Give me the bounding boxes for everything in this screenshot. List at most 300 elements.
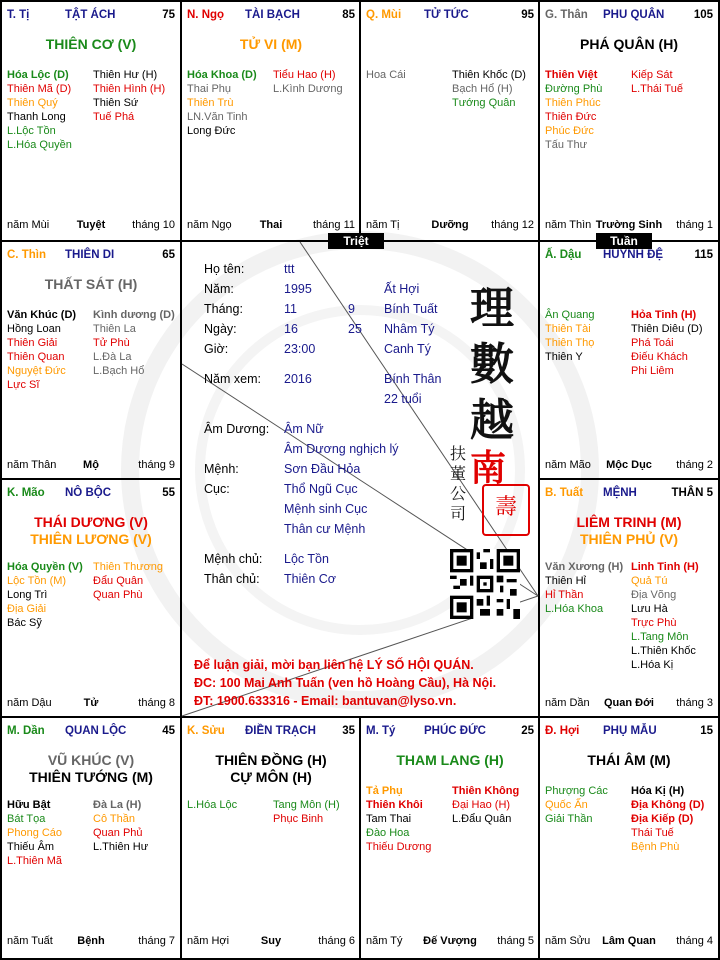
palace-year: năm Thìn: [545, 219, 592, 231]
amduong-note: Âm Dương nghịch lý: [284, 442, 399, 456]
thanchu-value: Thiên Cơ: [284, 572, 336, 586]
main-star: THIÊN ĐỒNG (H): [215, 752, 327, 768]
minor-star: Phong Cáo: [7, 827, 63, 839]
qr-code[interactable]: [450, 549, 520, 619]
main-stars: [540, 514, 718, 548]
minor-star: Thiên Đức: [545, 111, 597, 123]
minor-star: Phi Liêm: [631, 365, 674, 377]
calligraphy-small-1: 扶: [450, 444, 467, 463]
minor-star: L.Đẩu Quân: [452, 813, 512, 825]
cuc-label: Cục:: [204, 482, 230, 496]
minor-stars-right: [93, 798, 148, 854]
palace-name: PHỤ MẪU: [603, 725, 657, 737]
gio-value: 23:00: [284, 342, 316, 356]
ngay-label: Ngày:: [204, 322, 237, 336]
ngay-value: 16: [284, 322, 298, 336]
calligraphy-small-2: 董: [450, 464, 467, 483]
minor-star: L.Tang Môn: [631, 631, 689, 643]
palace-month: tháng 6: [318, 935, 355, 947]
minor-star: Thiên Sứ: [93, 97, 139, 109]
minor-stars-right: [631, 784, 704, 854]
palace-age: THÂN 5: [671, 487, 713, 499]
menh-label: Mệnh:: [204, 462, 239, 476]
minor-star: Thiếu Âm: [7, 841, 55, 853]
minor-star: Thái Tuế: [631, 827, 674, 839]
minor-star: Hóa Lộc (D): [7, 69, 69, 81]
palace-month: tháng 11: [312, 219, 355, 231]
minor-star: Địa Giải: [7, 603, 47, 615]
minor-star: Thanh Long: [7, 111, 66, 123]
minor-star: Nguyệt Đức: [7, 365, 66, 377]
palace-cell[interactable]: [361, 2, 539, 240]
palace-age: 25: [521, 725, 534, 737]
minor-stars-right: [631, 308, 703, 378]
palace-header: [7, 725, 175, 741]
minor-star: Phúc Đức: [545, 125, 594, 137]
gio-label: Giờ:: [204, 342, 229, 356]
minor-stars-left: [187, 798, 237, 812]
namxem-value: 2016: [284, 372, 312, 386]
palace-header: [7, 487, 175, 503]
main-stars: [540, 36, 718, 53]
palace-footer: [545, 459, 713, 473]
minor-stars-right: [273, 68, 343, 96]
palace-month: tháng 3: [676, 697, 713, 709]
palace-stage: Mộc Dục: [606, 459, 652, 471]
minor-star: Linh Tinh (H): [631, 561, 699, 573]
minor-star: Thiên Khôi: [366, 799, 423, 811]
minor-stars-right: [93, 308, 175, 378]
contact-address: ĐC: 100 Mai Anh Tuấn (ven hồ Hoàng Cầu), Hà Nội.: [194, 676, 497, 690]
palace-footer: [187, 935, 355, 949]
minor-stars-right: [93, 68, 165, 124]
minor-star: Thiên Quý: [7, 97, 58, 109]
calligraphy-char-4: 南: [470, 447, 507, 489]
palace-name: TẬT ÁCH: [65, 9, 116, 21]
minor-star: Tấu Thư: [545, 139, 588, 151]
palace-header: [545, 487, 713, 503]
minor-star: Đại Hao (H): [452, 799, 511, 811]
palace-header: [366, 9, 534, 25]
minor-star: Tang Môn (H): [273, 799, 340, 811]
minor-star: LN.Văn Tinh: [187, 111, 248, 123]
minor-star: Bệnh Phù: [631, 841, 680, 853]
palace-stage: Mộ: [83, 459, 99, 471]
palace-position: K. Sửu: [187, 725, 225, 737]
main-star: THIÊN PHỦ (V): [580, 531, 678, 547]
palace-name: MỆNH: [603, 487, 637, 499]
palace-footer: [366, 935, 534, 949]
palace-cell[interactable]: [2, 718, 180, 956]
amduong-value: Âm Nữ: [284, 422, 324, 436]
nam-can: Ất Hợi: [384, 282, 420, 296]
minor-star: Kình dương (D): [93, 309, 175, 321]
minor-star: Thiên Trù: [187, 97, 234, 109]
main-star: THIÊN TƯỚNG (M): [29, 769, 153, 785]
minor-star: L.Kình Dương: [273, 83, 343, 95]
palace-footer: [366, 219, 534, 233]
minor-star: L.Thái Tuế: [631, 83, 683, 95]
nam-value: 1995: [284, 282, 312, 296]
palace-stage: Suy: [260, 935, 282, 947]
palace-name: ĐIỀN TRẠCH: [245, 725, 316, 737]
center-info-panel: [182, 244, 534, 714]
minor-star: Thiên Diêu (D): [631, 323, 703, 335]
minor-star: L.Đà La: [93, 351, 132, 363]
palace-month: tháng 5: [497, 935, 534, 947]
menhchu-label: Mệnh chủ:: [204, 552, 263, 566]
palace-position: Đ. Hợi: [545, 725, 580, 737]
palace-stage: Dưỡng: [431, 219, 469, 231]
than-cu-note: Thân cư Mệnh: [284, 522, 366, 536]
minor-star: Lộc Tồn (M): [7, 575, 67, 587]
main-star: LIÊM TRINH (M): [576, 514, 682, 530]
palace-position: G. Thân: [545, 9, 588, 21]
palace-age: 105: [693, 9, 713, 21]
palace-month: tháng 1: [676, 219, 713, 231]
minor-star: Thiên Y: [545, 351, 583, 363]
palace-footer: [7, 219, 175, 233]
minor-star: Đẩu Quân: [93, 575, 144, 587]
minor-stars-left: [7, 68, 72, 152]
minor-star: Hóa Kị (H): [631, 785, 685, 797]
minor-star: L.Hóa Khoa: [545, 603, 604, 615]
main-star: THAM LANG (H): [396, 752, 504, 768]
palace-cell[interactable]: [2, 242, 180, 480]
triet-tag: Triệt: [328, 233, 384, 249]
main-star: THÁI DƯƠNG (V): [34, 514, 148, 530]
minor-star: Thiên Quan: [7, 351, 65, 363]
main-stars: [2, 514, 180, 548]
calligraphy-char-2: 數: [470, 339, 514, 390]
minor-star: L.Thiên Hư: [93, 841, 149, 853]
minor-star: Thiên Phúc: [545, 97, 601, 109]
contact-phone-email[interactable]: ĐT: 1900.633316 - Email: bantuvan@lyso.vn.: [194, 694, 457, 708]
palace-footer: [545, 219, 713, 233]
palace-age: 35: [342, 725, 355, 737]
minor-stars-left: [366, 784, 431, 854]
palace-year: năm Tý: [366, 935, 403, 947]
minor-stars-left: [7, 308, 76, 392]
palace-stage: Quan Đới: [604, 697, 654, 709]
minor-star: Văn Xương (H): [545, 561, 624, 573]
palace-year: năm Thân: [7, 459, 57, 471]
palace-month: tháng 9: [138, 459, 175, 471]
minor-stars-left: [545, 784, 608, 826]
amduong-label: Âm Dương:: [204, 422, 270, 436]
palace-age: 75: [162, 9, 175, 21]
red-seal-stamp: 壽: [482, 484, 530, 536]
minor-star: Thiên Hình (H): [93, 83, 166, 95]
minor-star: L.Hóa Lộc: [187, 799, 238, 811]
minor-star: Bác Sỹ: [7, 617, 42, 629]
main-stars: [540, 752, 718, 769]
minor-stars-right: [631, 68, 683, 96]
tuan-tag: Tuần: [596, 233, 652, 249]
minor-star: Hóa Khoa (D): [187, 69, 257, 81]
minor-star: Thiên Việt: [545, 69, 598, 81]
minor-star: Trực Phù: [631, 617, 677, 629]
nam-label: Năm:: [204, 282, 234, 296]
minor-star: Đào Hoa: [366, 827, 410, 839]
minor-star: Điếu Khách: [631, 351, 688, 363]
palace-stage: Trường Sinh: [595, 219, 663, 231]
minor-star: Phượng Các: [545, 785, 608, 797]
minor-stars-left: [187, 68, 257, 138]
gio-can: Canh Tý: [384, 342, 432, 356]
minor-star: Phục Binh: [273, 813, 324, 825]
palace-footer: [7, 935, 175, 949]
thang-can: Bính Tuất: [384, 302, 438, 316]
palace-cell[interactable]: [540, 242, 718, 480]
palace-age: 95: [521, 9, 534, 21]
minor-stars-right: [631, 560, 699, 672]
palace-position: C. Thìn: [7, 249, 46, 261]
palace-cell[interactable]: [2, 2, 180, 240]
calligraphy-small-3: 公: [450, 484, 467, 503]
main-stars: [2, 276, 180, 293]
minor-star: Thiên Không: [452, 785, 520, 797]
minor-star: L.Thiên Khốc: [631, 645, 696, 657]
palace-age: 115: [694, 249, 713, 261]
palace-year: năm Sửu: [545, 935, 591, 947]
minor-star: Quốc Ấn: [545, 799, 588, 811]
minor-star: Thiên Mã (D): [7, 83, 72, 95]
minor-star: Tam Thai: [366, 813, 412, 825]
palace-year: năm Hợi: [187, 935, 230, 947]
palace-age: 65: [162, 249, 175, 261]
minor-star: Đà La (H): [93, 799, 142, 811]
main-star: VŨ KHÚC (V): [47, 752, 135, 768]
minor-star: Tử Phù: [93, 337, 130, 349]
main-star: THẤT SÁT (H): [44, 276, 138, 292]
palace-month: tháng 8: [138, 697, 175, 709]
minor-star: L.Hóa Kị: [631, 659, 674, 671]
palace-name: NÔ BỘC: [65, 487, 111, 499]
palace-name: HUYNH ĐỆ: [603, 249, 664, 261]
main-stars: [361, 752, 539, 769]
minor-star: Tướng Quân: [452, 97, 516, 109]
palace-stage: Thai: [259, 219, 283, 231]
minor-stars-left: [7, 798, 62, 868]
main-star: CỰ MÔN (H): [230, 769, 312, 785]
palace-position: M. Tý: [366, 725, 396, 737]
thang-label: Tháng:: [204, 302, 243, 316]
minor-stars-right: [93, 560, 163, 602]
main-star: TỬ VI (M): [239, 36, 303, 52]
palace-position: B. Tuất: [545, 487, 584, 499]
palace-stage: Lâm Quan: [602, 935, 656, 947]
palace-month: tháng 7: [138, 935, 175, 947]
minor-star: Lưu Hà: [631, 603, 668, 615]
minor-star: Thai Phụ: [187, 83, 232, 95]
palace-cell[interactable]: [540, 718, 718, 956]
minor-star: Địa Kiếp (D): [631, 813, 694, 825]
palace-year: năm Dậu: [7, 697, 52, 709]
palace-age: 15: [700, 725, 713, 737]
minor-star: Long Đức: [187, 125, 236, 137]
palace-month: tháng 4: [676, 935, 713, 947]
hoten-value: ttt: [284, 262, 295, 276]
minor-star: Hỉ Thần: [545, 589, 584, 601]
palace-footer: [7, 697, 175, 711]
palace-year: năm Ngọ: [187, 219, 232, 231]
palace-cell[interactable]: [182, 718, 360, 956]
minor-star: Quan Phủ: [93, 827, 143, 839]
minor-star: L.Thiên Mã: [7, 855, 63, 867]
minor-star: Hỏa Tinh (H): [631, 309, 697, 321]
main-star: THIÊN LƯƠNG (V): [30, 531, 152, 547]
minor-stars-right: [452, 784, 519, 826]
minor-stars-left: [545, 560, 623, 616]
minor-star: Thiên Thọ: [545, 337, 595, 349]
minor-star: Ân Quang: [545, 309, 595, 321]
minor-star: Bát Tọa: [7, 813, 46, 825]
palace-cell[interactable]: [540, 480, 718, 718]
menh-value: Sơn Đầu Hỏa: [284, 462, 361, 476]
minor-stars-right: [452, 68, 526, 110]
minor-star: Thiên Thương: [93, 561, 164, 573]
minor-star: Phá Toái: [631, 337, 674, 349]
palace-header: [545, 725, 713, 741]
hoten-label: Họ tên:: [204, 262, 245, 276]
main-stars: [2, 752, 180, 786]
thanchu-label: Thân chủ:: [204, 572, 260, 586]
palace-stage: Tử: [83, 697, 99, 709]
minor-stars-left: [7, 560, 83, 630]
minor-star: Long Trì: [7, 589, 48, 601]
palace-year: năm Mùi: [7, 219, 50, 231]
main-star: PHÁ QUÂN (H): [580, 36, 678, 52]
palace-position: T. Tị: [7, 9, 30, 21]
minor-star: Bạch Hổ (H): [452, 83, 513, 95]
minor-star: Thiên Tài: [545, 323, 591, 335]
palace-cell[interactable]: [182, 2, 360, 240]
palace-name: TÀI BẠCH: [245, 9, 300, 21]
palace-year: năm Mão: [545, 459, 591, 471]
tuoi-value: 22 tuổi: [384, 392, 422, 406]
ngay-am: 25: [348, 322, 362, 336]
palace-month: tháng 10: [132, 219, 175, 231]
palace-position: Ấ. Dậu: [545, 249, 582, 261]
palace-stage: Bệnh: [77, 935, 105, 947]
thang-am: 9: [348, 302, 355, 316]
minor-star: Tuế Phá: [93, 111, 135, 123]
palace-name: THIÊN DI: [65, 249, 115, 261]
minor-star: Tả Phụ: [366, 785, 403, 797]
palace-header: [545, 9, 713, 25]
minor-star: Hữu Bật: [7, 799, 51, 811]
minor-star: Hồng Loan: [7, 323, 61, 335]
main-stars: [2, 36, 180, 53]
minor-stars-right: [273, 798, 340, 826]
minor-star: Thiên Khốc (D): [452, 69, 526, 81]
minor-stars-left: [366, 68, 406, 82]
minor-star: Lực Sĩ: [7, 379, 40, 391]
ngay-can: Nhâm Tý: [384, 322, 435, 336]
calligraphy-char-1: 理: [470, 283, 514, 334]
minor-star: Tiểu Hao (H): [273, 69, 336, 81]
palace-footer: [7, 459, 175, 473]
palace-name: QUAN LỘC: [65, 725, 127, 737]
minor-star: Đường Phù: [545, 83, 603, 95]
palace-header: [7, 9, 175, 25]
palace-name: TỬ TỨC: [424, 9, 469, 21]
minor-stars-left: [545, 68, 602, 152]
palace-cell[interactable]: [540, 2, 718, 240]
thang-value: 11: [284, 302, 297, 316]
palace-header: [187, 725, 355, 741]
minor-stars-left: [545, 308, 595, 364]
cuc-value: Thổ Ngũ Cục: [284, 482, 358, 496]
minor-star: Quả Tú: [631, 575, 668, 587]
palace-footer: [187, 219, 355, 233]
minor-star: Hoa Cái: [366, 69, 406, 81]
palace-header: [187, 9, 355, 25]
minor-star: Thiên Hỉ: [545, 575, 586, 587]
palace-year: năm Tuất: [7, 935, 53, 947]
palace-cell[interactable]: [361, 718, 539, 956]
palace-name: PHÚC ĐỨC: [424, 725, 486, 737]
palace-year: năm Dần: [545, 697, 590, 709]
minor-star: Địa Võng: [631, 589, 677, 601]
namxem-can: Bính Thân: [384, 372, 442, 386]
minor-star: Thiên La: [93, 323, 136, 335]
minor-star: Quan Phù: [93, 589, 143, 601]
minor-star: L.Hóa Quyền: [7, 139, 72, 151]
palace-stage: Đế Vượng: [423, 935, 477, 947]
palace-stage: Tuyệt: [76, 219, 106, 231]
palace-age: 55: [162, 487, 175, 499]
palace-position: N. Ngọ: [187, 9, 225, 21]
cuc-note: Mệnh sinh Cục: [284, 502, 368, 516]
palace-header: [545, 249, 713, 265]
minor-star: Giải Thần: [545, 813, 593, 825]
palace-position: Q. Mùi: [366, 9, 402, 21]
minor-star: Thiên Giải: [7, 337, 58, 349]
minor-star: Kiếp Sát: [631, 69, 673, 81]
palace-header: [7, 249, 175, 265]
main-stars: [182, 752, 360, 786]
palace-position: M. Dần: [7, 725, 45, 737]
palace-month: tháng 12: [491, 219, 534, 231]
main-stars: [182, 36, 360, 53]
main-star: THÁI ÂM (M): [587, 752, 671, 768]
palace-age: 45: [162, 725, 175, 737]
palace-header: [366, 725, 534, 741]
minor-star: Thiên Hư (H): [93, 69, 158, 81]
palace-position: K. Mão: [7, 487, 45, 499]
minor-star: Cô Thần: [93, 813, 135, 825]
minor-star: L.Lộc Tồn: [7, 125, 56, 137]
calligraphy-char-3: 越: [470, 395, 514, 446]
main-star: THIÊN CƠ (V): [45, 36, 137, 52]
minor-star: Văn Khúc (D): [7, 309, 77, 321]
palace-month: tháng 2: [676, 459, 713, 471]
menhchu-value: Lộc Tồn: [284, 552, 329, 566]
palace-name: PHU QUÂN: [603, 9, 665, 21]
minor-star: Địa Không (D): [631, 799, 705, 811]
contact-line-1: Để luận giải, mời bạn liên hệ LÝ SỐ HỘI QUÁN.: [194, 658, 474, 672]
palace-cell[interactable]: [2, 480, 180, 718]
palace-footer: [545, 697, 713, 711]
palace-year: năm Tị: [366, 219, 400, 231]
minor-star: Thiếu Dương: [366, 841, 432, 853]
minor-star: L.Bạch Hổ: [93, 365, 145, 377]
palace-footer: [545, 935, 713, 949]
namxem-label: Năm xem:: [204, 372, 261, 386]
minor-star: Hóa Quyền (V): [7, 561, 83, 573]
